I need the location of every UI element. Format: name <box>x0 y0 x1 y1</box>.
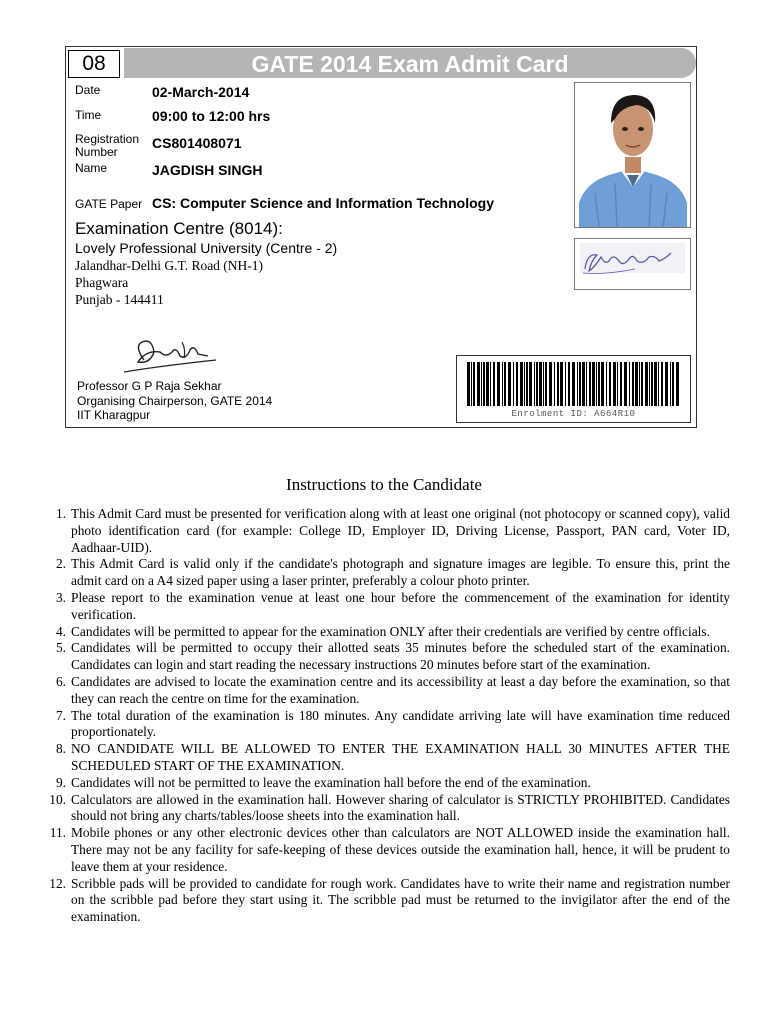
instruction-text: This Admit Card must be presented for verification along with at least one original (not photocopy or scanned copy), valid photo identification card (for example: College ID, Employer ID, Driving License, Passport, PAN card, Voter ID, Aadhaar-UID). <box>71 506 730 555</box>
time-value: 09:00 to 12:00 hrs <box>152 108 271 124</box>
signatory-institute: IIT Kharagpur <box>77 408 151 422</box>
instruction-item <box>40 792 730 826</box>
instruction-number: 11. <box>49 825 66 841</box>
instruction-text: NO CANDIDATE WILL BE ALLOWED TO ENTER THE EXAMINATION HALL 30 MINUTES AFTER THE SCHEDULED START OF THE EXAMINATION. <box>71 741 730 773</box>
instruction-item <box>40 590 730 624</box>
instruction-text: Candidates are advised to locate the examination centre and its accessibility at least a day before the examination, so that they can reach the centre on time for the examination. <box>71 673 730 706</box>
instruction-number: 8. <box>55 741 66 757</box>
registration-value: CS801408071 <box>152 135 242 151</box>
instruction-item <box>40 708 730 742</box>
instruction-text: Candidates will not be permitted to leave the examination hall before the end of the examination. <box>71 774 591 790</box>
instruction-item <box>40 674 730 708</box>
instruction-text: The total duration of the examination is 180 minutes. Any candidate arriving late will have examination time reduced proportionately. <box>71 707 730 740</box>
instruction-text: Calculators are allowed in the examination hall. However sharing of calculator is STRICTLY PROHIBITED. Candidates should not bring any charts/tables/loose sheets into the examination hall. <box>71 791 730 824</box>
instruction-number: 10. <box>49 791 66 807</box>
candidate-signature-box <box>574 238 691 290</box>
instructions-title: Instructions to the Candidate <box>286 475 482 494</box>
barcode <box>457 358 690 410</box>
instruction-item <box>40 825 730 875</box>
instruction-item <box>40 640 730 674</box>
candidate-photo <box>574 82 691 228</box>
instruction-number: 5. <box>55 640 66 656</box>
centre-name: Lovely Professional University (Centre - 2) <box>75 240 338 256</box>
chairperson-signature-icon <box>120 338 230 380</box>
instruction-number: 1. <box>55 506 66 521</box>
barcode-box <box>456 355 691 423</box>
instruction-text: Candidates will be permitted to appear for the examination ONLY after their credentials are verified by centre officials. <box>71 623 710 639</box>
signatory-name: Professor G P Raja Sekhar <box>77 379 222 393</box>
instruction-item <box>40 624 730 641</box>
instruction-number: 2. <box>55 556 66 572</box>
registration-label: Registration <box>75 132 140 146</box>
date-label: Date <box>75 83 101 97</box>
instruction-text: Mobile phones or any other electronic devices other than calculators are NOT ALLOWED inside the examination hall. There may not be any facility for safe-keeping of these devices outside the examination hall, hence, it will be prudent to leave them at your residence. <box>71 825 730 874</box>
instruction-number: 7. <box>55 707 66 723</box>
date-value: 02-March-2014 <box>152 84 250 100</box>
instruction-item <box>40 876 730 926</box>
paper-label: GATE Paper <box>75 197 143 211</box>
paper-value: CS: Computer Science and Information Technology <box>152 195 494 211</box>
instruction-text: This Admit Card is valid only if the candidate's photograph and signature images are legible. To ensure this, print the admit card on a A4 sized paper using a laser printer, preferably a colour photo printer. <box>71 556 730 589</box>
instruction-text: Scribble pads will be provided to candidate for rough work. Candidates have to write their name and registration number on the scribble pad before they start using it. The scribble pad must be returned to the invigilator after the end of the examination. <box>71 875 730 925</box>
card-number: 08 <box>68 50 120 78</box>
signatory-title: Organising Chairperson, GATE 2014 <box>77 394 273 408</box>
centre-heading: Examination Centre (8014): <box>75 219 283 238</box>
registration-label-line2: Number <box>75 145 118 159</box>
enrolment-id: Enrolment ID: A664R10 <box>511 409 636 419</box>
name-value: JAGDISH SINGH <box>152 162 263 178</box>
instruction-number: 3. <box>55 589 66 605</box>
instruction-number: 6. <box>55 673 66 689</box>
instruction-item <box>40 775 730 792</box>
centre-city: Phagwara <box>75 275 129 290</box>
instruction-item <box>40 741 730 775</box>
instruction-text: Candidates will be permitted to occupy their allotted seats 35 minutes before the scheduled start of the examination. Candidates can login and start reading the necessary instructions 20 minutes before start of the examination. <box>71 640 730 673</box>
time-label: Time <box>75 108 102 122</box>
instruction-item <box>40 506 730 556</box>
instruction-number: 9. <box>55 774 66 790</box>
centre-address-line: Jalandhar-Delhi G.T. Road (NH-1) <box>75 258 264 273</box>
instruction-text: Please report to the examination venue at least one hour before the commencement of the examination for identity verification. <box>71 589 730 622</box>
instruction-number: 4. <box>55 623 66 639</box>
instructions-list <box>40 506 730 926</box>
name-label: Name <box>75 161 108 175</box>
candidate-signature-icon <box>575 239 690 289</box>
centre-state-pin: Punjab - 144411 <box>75 292 164 307</box>
instruction-number: 12. <box>49 875 66 891</box>
instruction-item <box>40 556 730 590</box>
card-title: GATE 2014 Exam Admit Card <box>251 51 569 77</box>
